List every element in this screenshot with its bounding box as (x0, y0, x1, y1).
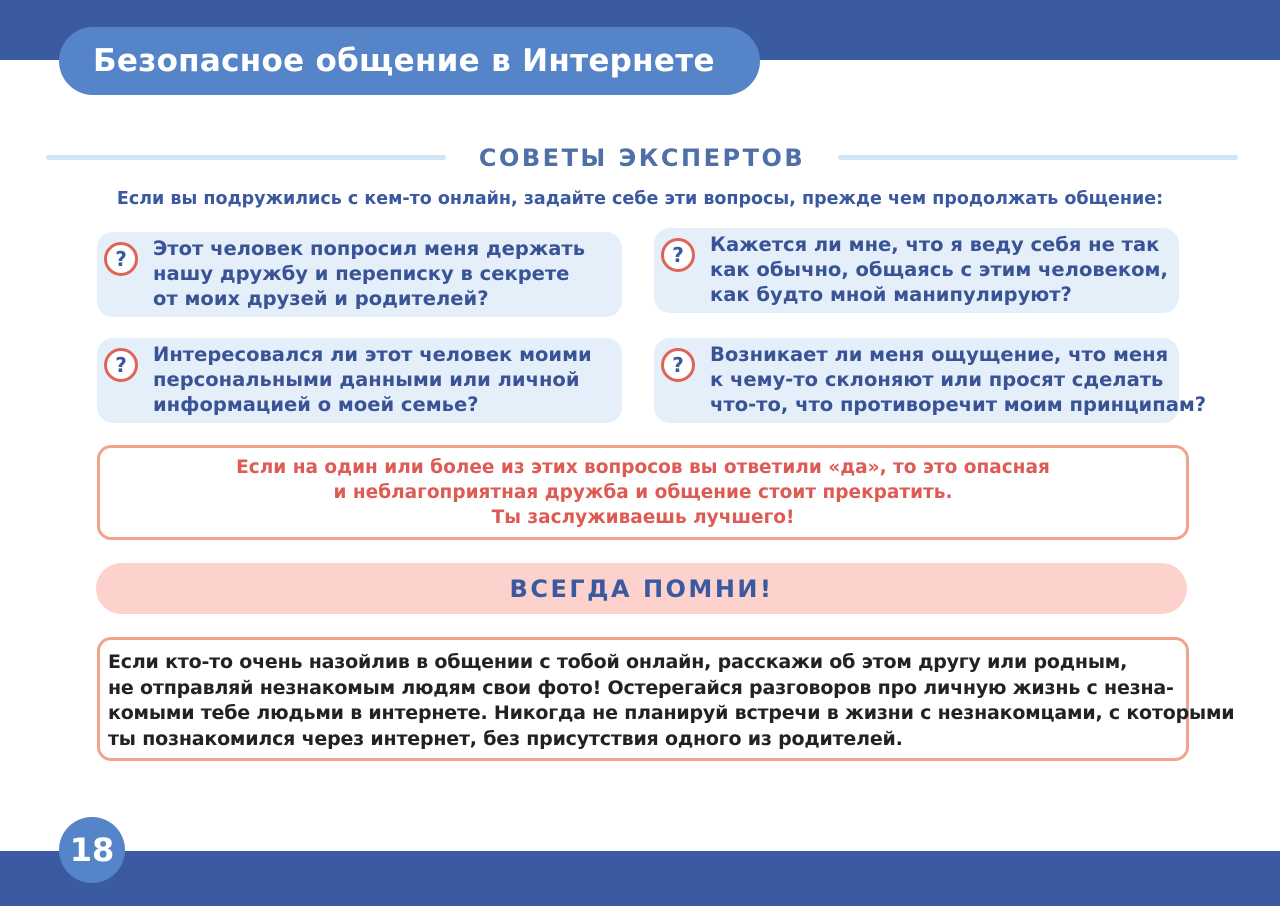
question-card-secret (97, 232, 622, 317)
remember-heading: ВСЕГДА ПОМНИ! (96, 563, 1187, 614)
page-number: 18 (59, 817, 125, 883)
question-card-manipulation (654, 228, 1179, 313)
question-text: Интересовался ли этот человек моими персональными данными или личной информацией о моей семье? (153, 343, 592, 416)
question-mark-icon: ? (661, 348, 695, 382)
question-mark-icon: ? (104, 242, 138, 276)
question-card-personal-data (97, 338, 622, 423)
warning-box (97, 445, 1189, 540)
question-text: Кажется ли мне, что я веду себя не так как обычно, общаясь с этим человеком, как будто мной манипулируют? (710, 233, 1168, 306)
question-card-principles (654, 338, 1207, 423)
bottom-band (0, 851, 1280, 906)
page-title: Безопасное общение в Интернете (59, 27, 760, 95)
section-divider-left (46, 155, 446, 160)
advice-text: Если кто-то очень назойлив в общении с тобой онлайн, расскажи об этом другу или родным, не отправляй незнакомым людям свои фото! Остерегайся разговоров про личную жизнь с незна- комыми тебе людьми в интернете. Никогда не планируй встречи в жизни с незнакомцами, с которыми ты познакомился через интернет, без присутствия одного из родителей. (108, 651, 1235, 750)
experts-section-title: СОВЕТЫ ЭКСПЕРТОВ (478, 144, 806, 172)
warning-text: Если на один или более из этих вопросов вы ответили «да», то это опасная и неблагоприятная дружба и общение стоит прекратить. Ты заслуживаешь лучшего! (236, 457, 1050, 528)
advice-box (97, 637, 1235, 761)
question-mark-icon: ? (661, 238, 695, 272)
question-mark-icon: ? (104, 348, 138, 382)
section-divider-right (838, 155, 1238, 160)
question-text: Возникает ли меня ощущение, что меня к чему-то склоняют или просят сделать что-то, что противоречит моим принципам? (710, 343, 1207, 416)
question-text: Этот человек попросил меня держать нашу дружбу и переписку в секрете от моих друзей и родителей? (153, 237, 586, 310)
experts-intro: Если вы подружились с кем-то онлайн, задайте себе эти вопросы, прежде чем продолжать общение: (116, 189, 1164, 209)
